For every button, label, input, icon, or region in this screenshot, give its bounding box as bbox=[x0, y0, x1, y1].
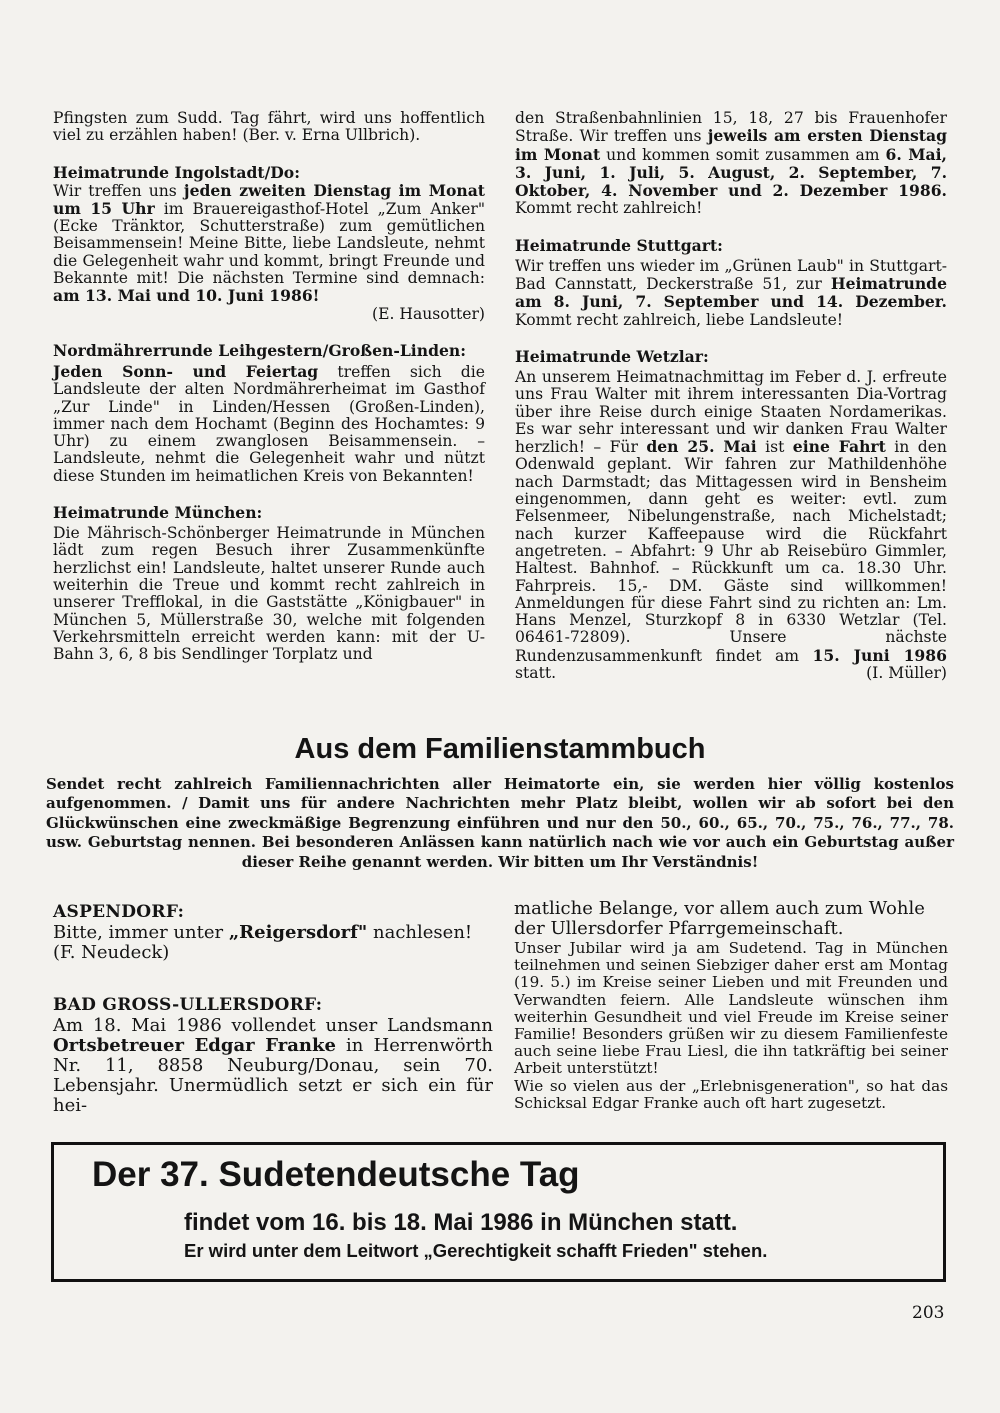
heading-stuttgart: Heimatrunde Stuttgart: bbox=[515, 235, 723, 255]
ullersdorf-text: Am 18. Mai 1986 vollendet unser Landsmann Ortsbetreuer Edgar Franke in Herrenwörth Nr. 11, 8858 Neuburg/Donau, sein 70. Lebensjahr. Unermüdlich setzt er sich ein für hei- bbox=[53, 1015, 493, 1116]
lower-left-column bbox=[53, 902, 493, 1116]
ingolstadt-signature: (E. Hausotter) bbox=[371, 304, 485, 323]
section-headline: Aus dem Familienstammbuch bbox=[294, 733, 706, 765]
page-number: 203 bbox=[912, 1303, 945, 1323]
muenchen-text: Die Mährisch-Schönberger Heimatrunde in München lädt zum regen Besuch ihrer Zusammenkünfte herzlichst ein! Landsleute, haltet unserer Runde auch weiterhin die Treue und kommt recht zahlreich in unserer Trefflokal, in die Gaststätte „Königbauer" in München 5, Müllerstraße 30, welche mit folgenden Verkehrsmitteln erreicht werden kann: mit der U-Bahn 3, 6, 8 bis Sendlinger Torplatz und bbox=[53, 524, 485, 664]
section-intro: Sendet recht zahlreich Familiennachrichten aller Heimatorte ein, sie werden hier völlig kostenlos aufgenommen. / Damit uns für andere Nachrichten mehr Platz bleibt, wollen wir ab sofort bei den Glückwünschen eine zweckmäßige Begrenzung einführen und nur den 50., 60., 65., 70., 75., 76., 77., 78. usw. Geburtstag nennen. Bei besonderen Anlässen kann natürlich nach wie vor auch ein Geburtstag außer dieser Reihe genannt werden. Wir bitten um Ihr Verständnis! bbox=[46, 775, 954, 871]
aspendorf-text: Bitte, immer unter „Reigersdorf" nachlesen! (F. Neudeck) bbox=[53, 922, 473, 963]
ullersdorf-jubilar-text: Unser Jubilar wird ja am Sudetend. Tag in München teilnehmen und seinen Siebziger daher erst am Montag (19. 5.) im Kreise seiner Lieben und mit Freunden und Verwandten feiern. Alle Landsleute wünschen ihm weiterhin Gesundheit und viel Freude im Kreise seiner Familie! Besonders grüßen wir zu diesem Familienfeste auch seine liebe Frau Liesl, die ihn tatkräftig bei seiner Arbeit unterstützt! bbox=[514, 939, 948, 1078]
heading-ingolstadt: Heimatrunde Ingolstadt/Do: bbox=[53, 162, 300, 182]
left-column bbox=[53, 110, 485, 663]
announcement-motto: Er wird unter dem Leitwort „Gerechtigkeit schafft Frieden" stehen. bbox=[184, 1240, 768, 1261]
wetzlar-text: An unserem Heimatnachmittag im Feber d. J. erfreute uns Frau Walter mit ihrem interessanten Dia-Vortrag über ihre Reise durch einige Staaten Nordamerikas. Es war sehr interessant und wir danken Frau Walter herzlich! – Für den 25. Mai ist eine Fahrt in den Odenwald geplant. Wir fahren zur Mathildenhöhe nach Darmstadt; das Mittagessen wird in Bensheim eingenommen, dann geht es weiter: evtl. zum Felsenmeer, Nibelungenstraße, nach Michelstadt; nach kurzer Kaffeepause wird die Rückfahrt angetreten. – Abfahrt: 9 Uhr ab Reisebüro Gimmler, Haltest. Bahnhof. – Rückkunft um ca. 18.30 Uhr. Fahrpreis. 15,- DM. Gäste sind willkommen! Anmeldungen für diese Fahrt sind zu richten an: Lm. Hans Menzel, Sturzkopf 8 in 6330 Wetzlar (Tel. 06461-72809). Unsere nächste Rundenzusammenkunft findet am 15. Juni 1986 statt. (I. Müller) bbox=[515, 367, 947, 683]
announcement-title: Der 37. Sudetendeutsche Tag bbox=[92, 1155, 580, 1194]
nordmaehrer-text: Jeden Sonn- und Feiertag treffen sich die Landsleute der alten Nordmährerheimat im Gasthof „Zur Linde" in Linden/Hessen (Großen-Linden), immer nach dem Hochamt (Beginn des Hochamtes: 9 Uhr) zu einem zwanglosen Beisammensein. – Landsleute, nehmt die Gelegenheit wahr und nützt diese Stunden im heimatlichen Kreis von Bekannten! bbox=[53, 361, 485, 485]
wetzlar-signature: (I. Müller) bbox=[866, 664, 947, 683]
stuttgart-text: Wir treffen uns wieder im „Grünen Laub" in Stuttgart-Bad Cannstatt, Deckerstraße 51, zur Heimatrunde am 8. Juni, 7. September und 14. Dezember. Kommt recht zahlreich, liebe Landsleute! bbox=[515, 256, 947, 329]
lower-right-column bbox=[514, 899, 948, 1112]
heading-nordmaehrer: Nordmährerrunde Leihgestern/Großen-Linden: bbox=[53, 340, 466, 360]
announcement-box bbox=[51, 1142, 946, 1282]
heading-wetzlar: Heimatrunde Wetzlar: bbox=[515, 346, 709, 366]
right-column bbox=[515, 110, 947, 682]
ullersdorf-closing-text: Wie so vielen aus der „Erlebnisgeneration", so hat das Schicksal Edgar Franke auch oft hart zugesetzt. bbox=[514, 1076, 948, 1112]
heading-aspendorf: ASPENDORF: bbox=[53, 902, 185, 922]
heading-ullersdorf: BAD GROSS-ULLERSDORF: bbox=[53, 995, 323, 1015]
muenchen-continued-text: den Straßenbahnlinien 15, 18, 27 bis Frauenhofer Straße. Wir treffen uns jeweils am ersten Dienstag im Monat und kommen somit zusammen am 6. Mai, 3. Juni, 1. Juli, 5. August, 2. September, 7. Oktober, 4. November und 2. Dezember 1986. Kommt recht zahlreich! bbox=[515, 109, 947, 218]
heading-muenchen: Heimatrunde München: bbox=[53, 503, 263, 523]
intro-text: Pfingsten zum Sudd. Tag fährt, wird uns hoffentlich viel zu erzählen haben! (Ber. v. Erna Ullbrich). bbox=[53, 109, 485, 145]
announcement-date: findet vom 16. bis 18. Mai 1986 in München statt. bbox=[184, 1209, 738, 1236]
ullersdorf-continued-text: matliche Belange, vor allem auch zum Wohle der Ullersdorfer Pfarrgemeinschaft. bbox=[514, 898, 925, 939]
ingolstadt-text: Wir treffen uns jeden zweiten Dienstag im Monat um 15 Uhr im Brauereigasthof-Hotel „Zum Anker" (Ecke Tränktor, Schutterstraße) zum gemütlichen Beisammensein! Meine Bitte, liebe Landsleute, nehmt die Gelegenheit wahr und kommt, bringt Freunde und Bekannte mit! Die nächsten Termine sind demnach: am 13. Mai und 10. Juni 1986! bbox=[53, 180, 485, 306]
